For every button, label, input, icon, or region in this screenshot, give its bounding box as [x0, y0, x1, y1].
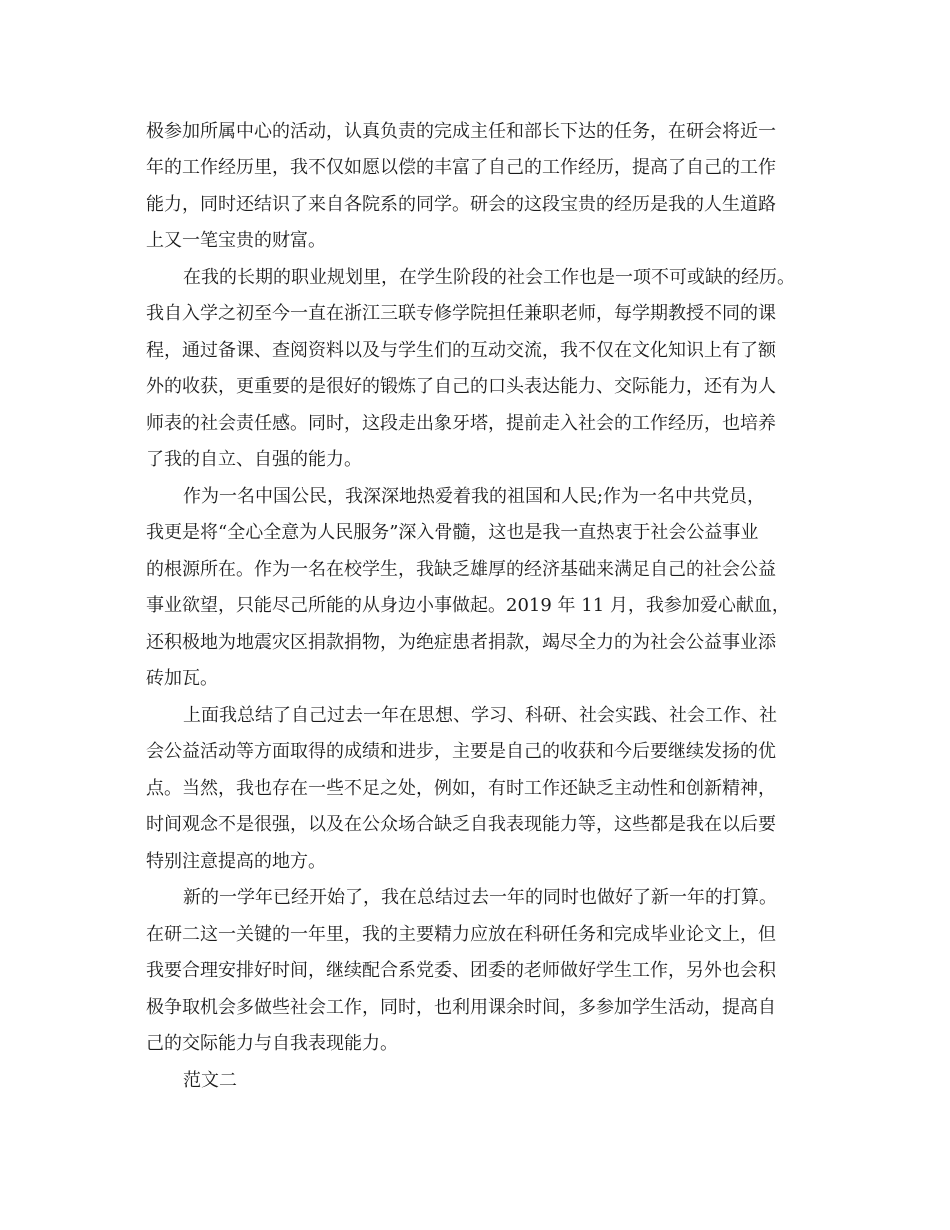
text-line: 我要合理安排好时间，继续配合系党委、团委的老师做好学生工作，另外也会积 — [146, 960, 776, 981]
text-line: 我更是将“全心全意为人民服务”深入骨髓，这也是我一直热衷于社会公益事业 — [146, 522, 759, 543]
text-line: 点。当然，我也存在一些不足之处，例如，有时工作还缺乏主动性和创新精神， — [146, 778, 776, 799]
section-heading: 范文二 — [183, 1070, 237, 1091]
text-line: 程，通过备课、查阅资料以及与学生们的互动交流，我不仅在文化知识上有了额 — [146, 340, 776, 361]
text-line: 年的工作经历里，我不仅如愿以偿的丰富了自己的工作经历，提高了自己的工作 — [146, 157, 776, 178]
text-line: 我自入学之初至今一直在浙江三联专修学院担任兼职老师，每学期教授不同的课 — [146, 303, 776, 324]
text-line: 外的收获，更重要的是很好的锻炼了自己的口头表达能力、交际能力，还有为人 — [146, 376, 776, 397]
text-line: 事业欲望，只能尽己所能的从身边小事做起。2019 年 11 月，我参加爱心献血， — [146, 595, 790, 616]
text-line: 师表的社会责任感。同时，这段走出象牙塔，提前走入社会的工作经历，也培养 — [146, 413, 776, 434]
text-line: 极争取机会多做些社会工作，同时，也利用课余时间，多参加学生活动，提高自 — [146, 997, 776, 1018]
text-line: 能力，同时还结识了来自各院系的同学。研会的这段宝贵的经历是我的人生道路 — [146, 194, 776, 215]
text-line: 时间观念不是很强，以及在公众场合缺乏自我表现能力等，这些都是我在以后要 — [146, 814, 776, 835]
paragraph-first-line: 新的一学年已经开始了，我在总结过去一年的同时也做好了新一年的打算。 — [183, 887, 777, 908]
paragraph-first-line: 在我的长期的职业规划里，在学生阶段的社会工作也是一项不可或缺的经历。 — [183, 267, 795, 288]
text-line: 会公益活动等方面取得的成绩和进步，主要是自己的收获和今后要继续发扬的优 — [146, 741, 776, 762]
text-line: 在研二这一关键的一年里，我的主要精力应放在科研任务和完成毕业论文上，但 — [146, 924, 776, 945]
text-line: 极参加所属中心的活动，认真负责的完成主任和部长下达的任务，在研会将近一 — [146, 121, 776, 142]
text-line: 砖加瓦。 — [146, 668, 218, 689]
text-line: 上又一笔宝贵的财富。 — [146, 230, 326, 251]
paragraph-first-line: 作为一名中国公民，我深深地热爱着我的祖国和人民;作为一名中共党员， — [183, 486, 766, 507]
text-line: 特别注意提高的地方。 — [146, 851, 326, 872]
text-line: 了我的自立、自强的能力。 — [146, 449, 362, 470]
text-line: 的根源所在。作为一名在校学生，我缺乏雄厚的经济基础来满足自己的社会公益 — [146, 559, 776, 580]
text-line: 己的交际能力与自我表现能力。 — [146, 1033, 398, 1054]
text-line: 还积极地为地震灾区捐款捐物，为绝症患者捐款，竭尽全力的为社会公益事业添 — [146, 632, 776, 653]
paragraph-first-line: 上面我总结了自己过去一年在思想、学习、科研、社会实践、社会工作、社 — [183, 705, 777, 726]
